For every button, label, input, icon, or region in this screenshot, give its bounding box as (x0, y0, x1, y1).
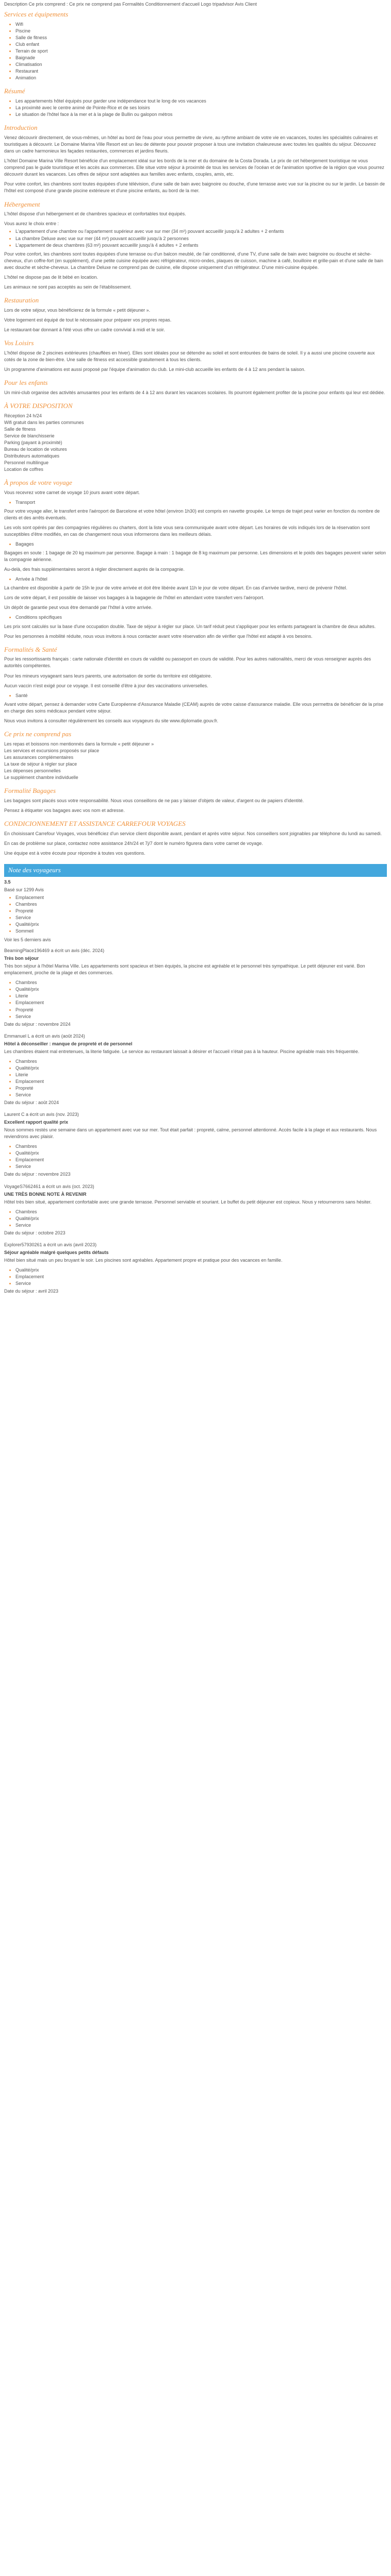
review-criterion: • Emplacement (15, 1157, 387, 1163)
review (4, 1111, 387, 1178)
review-criterion: • Qualité/prix (15, 1065, 387, 1072)
review-criterion: • Chambres (15, 979, 387, 986)
formalites-paragraph: Pour les ressortissants français : carte nationale d'identité en cours de validité ou passeport en cours de validité. Pour les autres nationalités, merci de vous renseigner auprès des autorités compétentes. (4, 656, 371, 669)
disposition-title: À VOTRE DISPOSITION (4, 401, 73, 410)
restauration-paragraph: Votre logement est équipé de tout le nécessaire pour préparer vos propres repas. (4, 317, 172, 323)
review-text: Hôtel très bien situé, appartement confortable avec une grande terrasse. Personnel serviable et souriant. Le buffet du petit déjeuner est copieux. Nous y retournerons sans hésiter. (4, 1199, 372, 1205)
service-item: • Climatisation (15, 61, 387, 68)
review-author: BeamingPlace196469 a écrit un avis (déc. 2024) (4, 948, 105, 954)
prix-item: Les services et excursions proposés sur place (4, 748, 100, 753)
hebergement-item: • L'appartement de deux chambres (63 m²) pouvant accueillir jusqu'à 4 adultes + 2 enfants (15, 242, 387, 249)
hotel-label: • Arrivée à l'hôtel (15, 576, 387, 583)
notes-summary-item: • Qualité/prix (15, 921, 387, 928)
review-author: Explorer57930261 a écrit un avis (avril 2023) (4, 1242, 97, 1247)
hotel-paragraph: Un dépôt de garantie peut vous être demandé par l'hôtel à votre arrivée. (4, 605, 153, 611)
hebergement-list (4, 228, 387, 248)
review (4, 947, 387, 1028)
prix-item: Les assurances complémentaires (4, 754, 74, 760)
transport-heading (4, 499, 387, 506)
introduction-paragraph: L'hôtel Domaine Marina Ville Resort bénéficie d'un emplacement idéal sur les bords de la mer et du domaine de la Costa Dorada. Le prix de cet hébergement touristique ne vous comprend pas le guide touristique et les accès aux commerces. Elle situe votre séjour à proximité de tous les services de l'océan et de l'animation sportive de la région que vous pourrez découvrir durant les vacances. Les offres de séjour sont adaptées aux familles avec enfants, couples, amis, etc. (4, 158, 384, 177)
review-criteria (4, 979, 387, 1020)
notes-summary-item: • Sommeil (15, 928, 387, 935)
hotel-paragraph: Lors de votre départ, il est possible de laisser vos bagages à la bagagerie de l'hôtel en attendant votre transfert vers l'aéroport. (4, 595, 265, 601)
hebergement-title: Hébergement (4, 200, 40, 208)
disposition-item: Réception 24 h/24 (4, 413, 42, 418)
enfants-paragraph: Un mini-club organise des activités amusantes pour les enfants de 4 à 12 ans durant les vacances scolaires. Ils pourront également profiter de la piscine pour enfants qui leur est dédiée. (4, 389, 385, 395)
sante-heading (4, 692, 387, 699)
review-author: VoyageS7662461 a écrit un avis (oct. 2023) (4, 1183, 94, 1189)
services-list (4, 21, 387, 81)
apropos-intro: Vous recevrez votre carnet de voyage 10 jours avant votre départ. (4, 489, 140, 495)
review-criteria (4, 1267, 387, 1287)
review-criteria (4, 1209, 387, 1229)
prix-title: Ce prix ne comprend pas (4, 730, 72, 738)
review-date: Date du séjour : octobre 2023 (4, 1230, 66, 1235)
notes-summary-list (4, 894, 387, 935)
service-item: • Salle de fitness (15, 35, 387, 41)
hebergement-item: • La chambre Deluxe avec vue sur mer (44 m²) pouvant accueillir jusqu'à 2 personnes (15, 235, 387, 242)
sante-label: • Santé (15, 692, 387, 699)
resume-item: • La proximité avec le centre animé de Pointe-Rice et de ses loisirs (15, 105, 387, 111)
sante-paragraph: Nous vous invitons à consulter régulièrement les conseils aux voyageurs du site www.diplomatie.gouv.fr. (4, 718, 219, 723)
disposition-item: Bureau de location de voitures (4, 446, 67, 452)
notes-summary-item: • Emplacement (15, 894, 387, 901)
notes-score: 3.5 (4, 879, 11, 885)
review-author: Emmanuel L a écrit un avis (août 2024) (4, 1033, 85, 1039)
review-text: Très bon séjour à l'hôtel Marina Ville. Les appartements sont spacieux et bien équipés, la piscine est agréable et le personnel très sympathique. Le petit déjeuner est varié. Bon emplacement, proche de la plage et des commerces. (4, 963, 365, 976)
disposition-item: Personnel multilingue (4, 460, 49, 465)
conditionnement-paragraph: Une équipe est à votre écoute pour répondre à toutes vos questions. (4, 850, 145, 856)
loisirs-title: Vos Loisirs (4, 338, 34, 347)
formalite-bagages-paragraph: Pensez à étiqueter vos bagages avec vos nom et adresse. (4, 807, 125, 813)
prix-item: La taxe de séjour à régler sur place (4, 761, 77, 767)
resume-title: Résumé (4, 87, 25, 95)
sante-paragraph: Avant votre départ, pensez à demander votre Carte Européenne d'Assurance Maladie (CEAM) auprès de votre caisse d'assurance maladie. Elle vous permettra de bénéficier de la prise en charge des soins médicaux pendant votre séjour. (4, 701, 384, 714)
review-criterion: • Qualité/prix (15, 986, 387, 993)
review-criterion: • Chambres (15, 1058, 387, 1065)
review-criterion: • Service (15, 1092, 387, 1098)
tab-strip: Description Ce prix comprend : Ce prix ne comprend pas Formalités Conditionnement d'accueil Logo tripadvisor Avis Client (4, 2, 257, 7)
review-text: Les chambres étaient mal entretenues, la literie fatiguée. Le service au restaurant laissait à désirer et l'accueil n'était pas à la hauteur. Piscine agréable mais très fréquentée. (4, 1048, 360, 1054)
transport-paragraph: Pour votre voyage aller, le transfert entre l'aéroport de Barcelone et votre hôtel (environ 1h30) est compris en navette groupée. Le temps de trajet peut varier en fonction du nombre de clients et des arrêts éventuels. (4, 508, 380, 520)
bagages-label: • Bagages (15, 541, 387, 548)
conditionnement-paragraph: En choisissant Carrefour Voyages, vous bénéficiez d'un service client disponible avant, pendant et après votre séjour. Nos conseillers sont joignables par téléphone du lundi au samedi. (4, 831, 382, 836)
review-criterion: • Emplacement (15, 1078, 387, 1085)
review-criterion: • Chambres (15, 1143, 387, 1150)
disposition-item: Service de blanchisserie (4, 433, 55, 438)
review-criterion: • Service (15, 1280, 387, 1287)
transport-paragraph: Les vols sont opérés par des compagnies régulières ou charters, dont la liste vous sera communiquée avant votre départ. Les horaires de vols indiqués lors de la réservation sont susceptibles d'être modifiés, en cas de changement nous vous informerons dans les meilleurs délais. (4, 524, 370, 537)
disposition-item: Parking (payant à proximité) (4, 439, 62, 445)
conditionnement-paragraph: En cas de problème sur place, contactez notre assistance 24h/24 et 7j/7 dont le numéro figurera dans votre carnet de voyage. (4, 840, 263, 846)
hebergement-note: Pour votre confort, les chambres sont toutes équipées d'une terrasse ou d'un balcon meublé, de l'air conditionné, d'une TV, d'une salle de bain avec baignoire ou douche et sèche-cheveux, d'un coffre-fort (en supplément), d'une petite cuisine équipée avec réfrigérateur, micro-ondes, plaques de cuisson, machine à café, bouilloire et grille-pain et d'une salle de bain avec douche et sèche-cheveux. La chambre Deluxe ne comprend pas de cuisine, elle dispose uniquement d'un réfrigérateur. D'une mini-cuisine équipée. (4, 251, 383, 270)
restauration-title: Restauration (4, 296, 39, 304)
review-date: Date du séjour : août 2024 (4, 1100, 59, 1106)
conditions-heading (4, 614, 387, 621)
review (4, 1183, 387, 1236)
review-criterion: • Propreté (15, 1085, 387, 1092)
introduction-title: Introduction (4, 124, 38, 132)
resume-list (4, 98, 387, 118)
disposition-item: Location de coffres (4, 466, 43, 472)
review-date: Date du séjour : avril 2023 (4, 1289, 59, 1294)
bagages-paragraph: Au-delà, des frais supplémentaires seront à régler directement auprès de la compagnie. (4, 567, 185, 572)
prix-item: Le supplément chambre individuelle (4, 774, 78, 780)
review-text: Hôtel bien situé mais un peu bruyant le soir. Les piscines sont agréables. Appartement propre et pratique pour des vacances en famille. (4, 1257, 283, 1263)
prix-item: Les dépenses personnelles (4, 768, 61, 773)
hotel-paragraph: La chambre est disponible à partir de 15h le jour de votre arrivée et doit être libérée avant 11h le jour de votre départ. En cas d'arrivée tardive, merci de prévenir l'hôtel. (4, 585, 348, 591)
hebergement-intro: L'hôtel dispose d'un hébergement et de chambres spacieux et confortables tout équipés. (4, 211, 186, 217)
notes-total-link[interactable]: Voir les 5 derniers avis (4, 937, 51, 943)
notes-summary-item: • Propreté (15, 908, 387, 914)
loisirs-paragraph: L'hôtel dispose de 2 piscines extérieures (chauffées en hiver). Elles sont idéales pour se détendre au soleil et sont entourées de bains de soleil. Il y a aussi une piscine couverte aux cotés de la zone de bien-être. Une salle de fitness est accessible gratuitement à tous les clients. (4, 350, 375, 362)
review-title: Excellent rapport qualité prix (4, 1120, 69, 1125)
disposition-list (4, 413, 387, 473)
resume-item: • Le situation de l'hôtel face à la mer et à la plage de Bullin ou galopon métros (15, 111, 387, 118)
review (4, 1242, 387, 1295)
hebergement-item: • L'appartement d'une chambre ou l'appartement supérieur avec vue sur mer (34 m²) pouvant accueillir jusqu'à 2 adultes + 2 enfants (15, 228, 387, 235)
resume-item: • Les appartements hôtel équipés pour garder une indépendance tout le long de vos vacances (15, 98, 387, 105)
conditions-label: • Conditions spécifiques (15, 614, 387, 621)
conditionnement-title: CONDICIONNEMENT ET ASSISTANCE CARREFOUR VOYAGES (4, 819, 186, 827)
disposition-item: Wifi gratuit dans les parties communes (4, 419, 84, 425)
notes-summary-item: • Service (15, 914, 387, 921)
review-criterion: • Literie (15, 1072, 387, 1078)
notes-summary-item: • Chambres (15, 901, 387, 908)
service-item: • Baignade (15, 55, 387, 61)
bagages-heading (4, 541, 387, 548)
hebergement-note: L'hôtel ne dispose pas de lit bébé en location. (4, 274, 98, 280)
review-criterion: • Qualité/prix (15, 1267, 387, 1274)
formalite-bagages-title: Formalité Bagages (4, 786, 56, 794)
service-item: • Animation (15, 75, 387, 81)
notes-banner: Note des voyageurs (4, 864, 387, 877)
review-criterion: • Chambres (15, 1209, 387, 1215)
disposition-item: Distributeurs automatiques (4, 453, 60, 459)
hebergement-sub: Vous aurez le choix entre : (4, 221, 59, 227)
service-item: • Terrain de sport (15, 48, 387, 55)
review-criterion: • Service (15, 1013, 387, 1020)
review-author: Laurent C a écrit un avis (nov. 2023) (4, 1112, 79, 1117)
review-criterion: • Qualité/prix (15, 1150, 387, 1157)
review-criterion: • Propreté (15, 1007, 387, 1013)
introduction-paragraph: Venez découvrir directement, de vous-mêmes, un hôtel au bord de l'eau pour vous permettre de vivre, au rythme ambiant de votre vie en vacances, toutes les spécialités culinaires et touristiques à découvrir. Le Domaine Marina Ville Resort est un lieu de détente pour pouvoir proposer à tous une invitation chaleureuse avec toutes les qualités du séjour. Découvrez dans un cadre harmonieux les façades restaurées, commerces et jardins fleuris. (4, 135, 378, 154)
notes-based-on: Basé sur 1299 Avis (4, 887, 44, 892)
service-item: • Restaurant (15, 68, 387, 75)
disposition-item: Salle de fitness (4, 426, 36, 432)
services-title: Services et équipements (4, 10, 69, 19)
review (4, 1033, 387, 1106)
introduction-paragraph: Pour votre confort, les chambres sont toutes équipées d'une télévision, d'une salle de bain avec baignoire ou douche, d'une terrasse avec vue sur la piscine ou sur le jardin. Le bassin de l'hôtel est composé d'une grande piscine extérieure et d'une piscine enfants, au bord de la mer. (4, 181, 385, 194)
service-item: • Piscine (15, 28, 387, 35)
review-criterion: • Literie (15, 993, 387, 999)
prix-list (4, 741, 387, 781)
conditions-paragraph: Pour les personnes à mobilité réduite, nous vous invitons à nous contacter avant votre réservation afin de vérifier que l'hôtel est adapté à vos besoins. (4, 633, 313, 639)
review-date: Date du séjour : novembre 2023 (4, 1172, 71, 1177)
prix-item: Les repas et boissons non mentionnés dans la formule « petit déjeuner » (4, 741, 154, 747)
hebergement-note: Les animaux ne sont pas acceptés au sein de l'établissement. (4, 284, 132, 290)
formalite-bagages-paragraph: Les bagages sont placés sous votre responsabilité. Nous vous conseillons de ne pas y laisser d'objets de valeur, d'argent ou de papiers d'identité. (4, 798, 304, 803)
restauration-paragraph: Le restaurant-bar donnant à l'été vous offre un cadre convivial à midi et le soir. (4, 327, 165, 332)
service-item: • Wifi (15, 21, 387, 28)
review-criteria (4, 1143, 387, 1170)
review-text: Nous sommes restés une semaine dans un appartement avec vue sur mer. Tout était parfait : propreté, calme, personnel attentionné. Accès facile à la plage et aux restaurants. Nous reviendrons avec plaisir. (4, 1127, 377, 1140)
review-title: UNE TRÈS BONNE NOTE À REVENIR (4, 1191, 87, 1197)
review-criterion: • Service (15, 1163, 387, 1170)
review-criterion: • Service (15, 1222, 387, 1229)
enfants-title: Pour les enfants (4, 378, 48, 386)
apropos-title: À propos de votre voyage (4, 478, 72, 486)
review-title: Très bon séjour (4, 956, 39, 961)
hotel-heading (4, 576, 387, 583)
service-item: • Club enfant (15, 41, 387, 48)
formalites-paragraph: Aucun vaccin n'est exigé pour ce voyage. Il est conseillé d'être à jour des vaccinations universelles. (4, 683, 208, 688)
review-criterion: • Qualité/prix (15, 1215, 387, 1222)
restauration-paragraph: Lors de votre séjour, vous bénéficierez de la formule « petit déjeuner ». (4, 307, 151, 313)
transport-label: • Transport (15, 499, 387, 506)
review-criterion: • Emplacement (15, 1274, 387, 1280)
bagages-paragraph: Bagages en soute : 1 bagage de 20 kg maximum par personne. Bagage à main : 1 bagage de 8 kg maximum par personne. Les dimensions et le poids des bagages peuvent varier selon la compagnie aérienne. (4, 550, 386, 563)
review-title: Séjour agréable malgré quelques petits défauts (4, 1249, 109, 1255)
review-title: Hôtel à déconseiller : manque de propreté et de personnel (4, 1041, 133, 1046)
review-criterion: • Emplacement (15, 999, 387, 1006)
review-criteria (4, 1058, 387, 1098)
review-date: Date du séjour : novembre 2024 (4, 1021, 71, 1027)
formalites-paragraph: Pour les mineurs voyageant sans leurs parents, une autorisation de sortie du territoire est obligatoire. (4, 673, 212, 679)
conditions-paragraph: Les prix sont calculés sur la base d'une occupation double. Taxe de séjour à régler sur place. Un tarif réduit peut s'appliquer pour les enfants partageant la chambre de deux adultes. (4, 623, 376, 629)
loisirs-paragraph: Un programme d'animations est aussi proposé par l'équipe d'animation du club. Le mini-club accueille les enfants de 4 à 12 ans pendant la saison. (4, 366, 306, 372)
formalites-title: Formalités & Santé (4, 645, 57, 653)
